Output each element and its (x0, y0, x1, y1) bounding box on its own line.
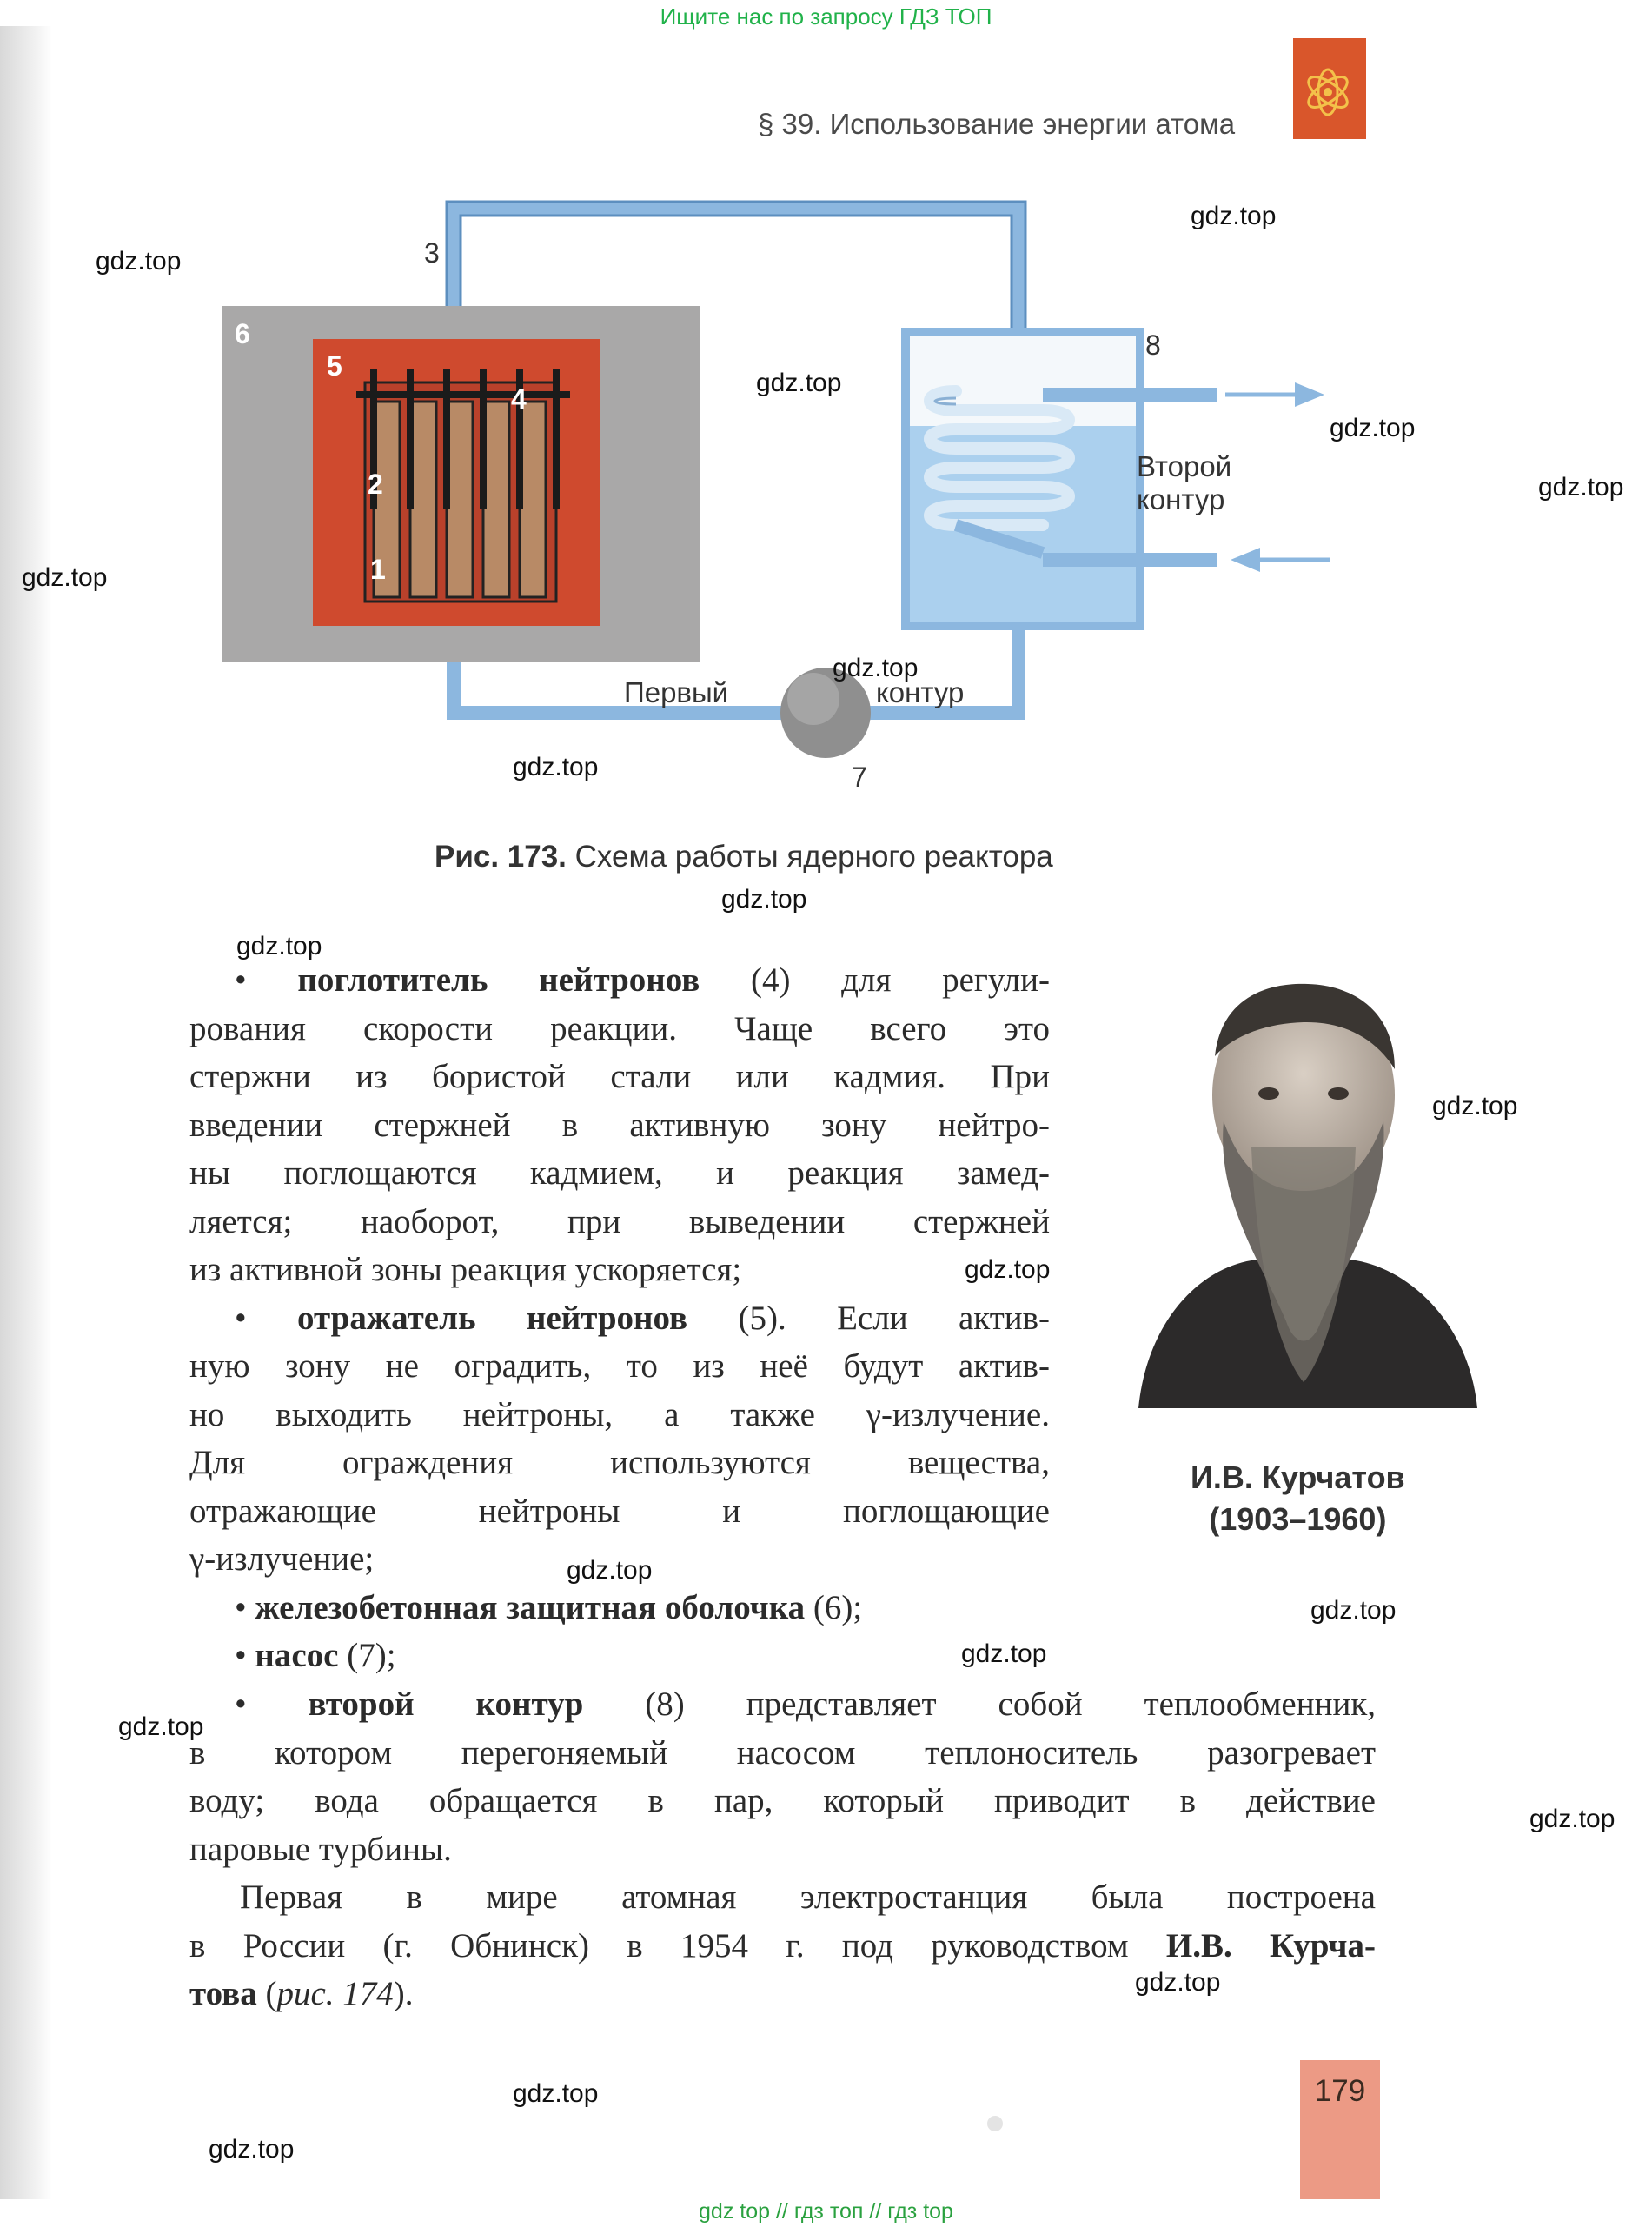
page-number: 179 (1314, 2074, 1366, 2108)
watermark: gdz.top (96, 247, 182, 276)
text-line: введении стержней в активную зону нейтро- (189, 1106, 1050, 1144)
watermark: gdz.top (118, 1712, 204, 1741)
watermark: gdz.top (1135, 1968, 1221, 1997)
figure-caption-label: Рис. 173. (435, 840, 567, 874)
first-circuit-label-1: Первый (624, 676, 729, 708)
watermark: gdz.top (1191, 202, 1277, 230)
label-2: 2 (368, 469, 383, 500)
watermark: gdz.top (513, 753, 599, 781)
watermark: gdz.top (567, 1556, 653, 1585)
kurchatov-portrait (1112, 974, 1495, 1408)
watermark: gdz.top (1310, 1596, 1397, 1625)
top-search-note[interactable]: Ищите нас по запросу ГДЗ ТОП (660, 3, 992, 30)
text-line: γ-излучение; (189, 1540, 375, 1578)
label-4: 4 (511, 383, 527, 415)
text-line: в России (г. Обнинск) в 1954 г. под руководством И.В. Курча- (189, 1926, 1377, 1965)
watermark: gdz.top (721, 885, 807, 914)
watermark: gdz.top (961, 1639, 1047, 1668)
watermark: gdz.top (756, 369, 842, 397)
atom-icon (1293, 38, 1366, 139)
watermark: gdz.top (965, 1255, 1051, 1284)
portrait-caption (1191, 1457, 1405, 1540)
label-5: 5 (327, 350, 342, 382)
watermark: gdz.top (1529, 1805, 1616, 1833)
atom-logo-badge (1293, 38, 1366, 139)
first-circuit-label-2: контур (876, 676, 965, 708)
portrait-name: И.В. Курчатов (1191, 1459, 1405, 1495)
text-line: воду; вода обращается в пар, который приводит в действие (189, 1782, 1376, 1819)
label-6: 6 (235, 318, 250, 349)
watermark: gdz.top (1538, 473, 1624, 502)
text-line: паровые турбины. (189, 1830, 452, 1868)
figure-caption (435, 840, 1053, 874)
text-line: ны поглощаются кадмием, и реакция замед- (189, 1154, 1050, 1192)
label-1: 1 (370, 554, 386, 585)
text-line: Для ограждения используются вещества, (189, 1444, 1050, 1481)
paragraph-second-circuit-first-line: • второй контур (8) представляет собой теплообменник, (235, 1685, 1377, 1723)
watermark: gdz.top (236, 932, 322, 961)
text-line: но выходить нейтроны, а также γ-излучение. (189, 1395, 1050, 1433)
second-circuit-label-1: Второй (1137, 450, 1232, 482)
watermark: gdz.top (22, 563, 108, 592)
page-edge-shadow (0, 26, 52, 2199)
watermark: gdz.top (513, 2079, 599, 2108)
text-line: ляется; наоборот, при выведении стержней (189, 1202, 1050, 1240)
text-line: Первая в мире атомная электростанция была построена (240, 1878, 1376, 1916)
label-7: 7 (852, 761, 867, 793)
label-3: 3 (424, 237, 440, 269)
second-circuit-label-2: контур (1137, 483, 1225, 515)
text-line: из активной зоны реакция ускоряется; (189, 1251, 742, 1288)
paragraph-pump: • насос (7); (235, 1637, 396, 1674)
watermark: gdz.top (1432, 1092, 1518, 1120)
paragraph-reflector-first-line: • отражатель нейтронов (5). Если актив- (235, 1299, 1051, 1337)
footer-links[interactable]: gdz top // гдз топ // гдз top (699, 2199, 953, 2224)
portrait-years: (1903–1960) (1209, 1501, 1387, 1537)
text-line: рования скорости реакции. Чаще всего это (189, 1009, 1050, 1047)
watermark: gdz.top (833, 654, 919, 682)
reactor-diagram (209, 174, 1373, 800)
paragraph-shield: • железобетонная защитная оболочка (6); (235, 1588, 863, 1626)
text-line: ную зону не оградить, то из неё будут актив- (189, 1347, 1050, 1385)
section-title: § 39. Использование энергии атома (758, 108, 1236, 140)
label-8: 8 (1145, 329, 1161, 361)
text-line: отражающие нейтроны и поглощающие (189, 1492, 1050, 1530)
paragraph-absorber-first-line: • поглотитель нейтронов (4) для регули- (235, 961, 1050, 999)
figure-caption-text: Схема работы ядерного реактора (574, 840, 1053, 874)
text-line: в котором перегоняемый насосом теплоноситель разогревает (189, 1733, 1376, 1772)
watermark: gdz.top (209, 2135, 295, 2164)
text-line: това (рис. 174). (189, 1975, 414, 2012)
watermark: gdz.top (1330, 414, 1416, 442)
decorative-dot (987, 2116, 1003, 2131)
text-line: стержни из бористой стали или кадмия. При (189, 1058, 1050, 1095)
